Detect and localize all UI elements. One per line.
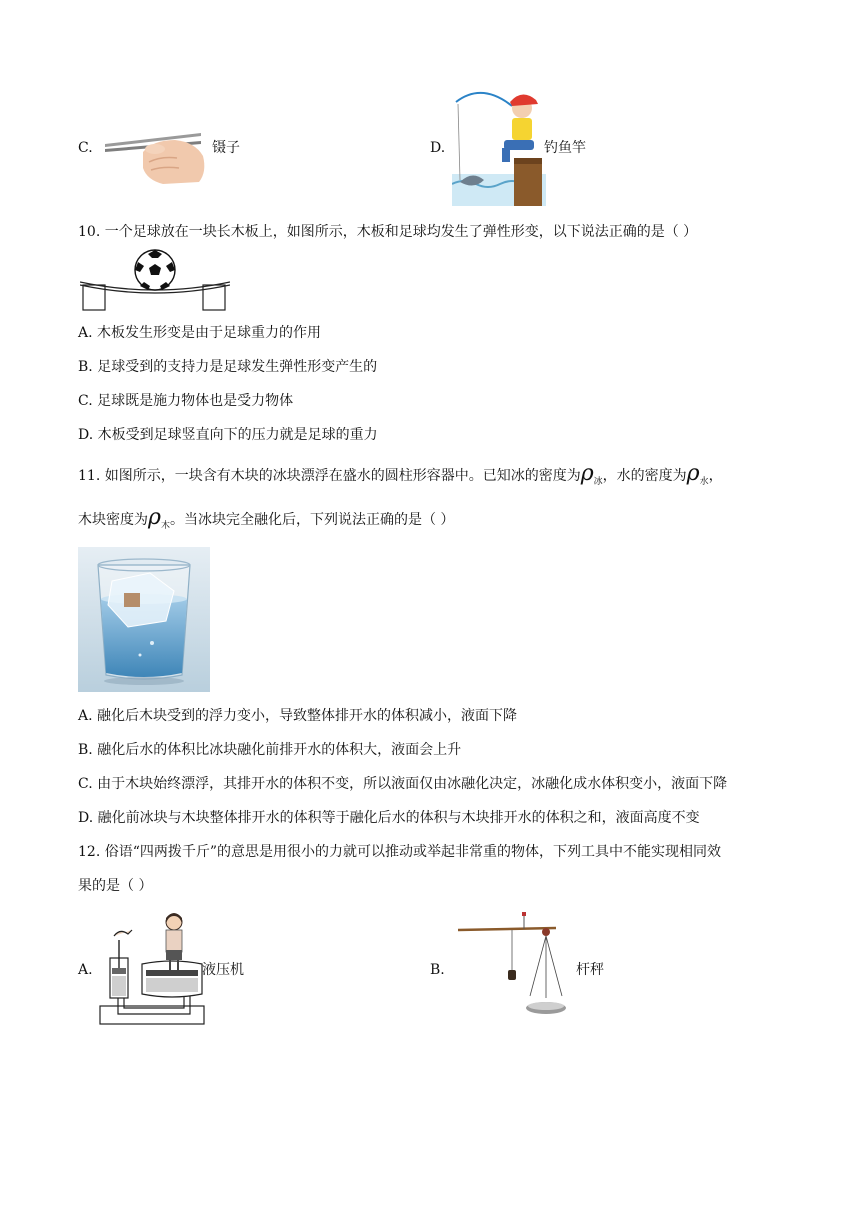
q11-stem-line2 — [78, 505, 455, 536]
q10-stem: 10. 一个足球放在一块长木板上，如图所示，木板和足球均发生了弹性形变，以下说法正确的是（ ） — [78, 224, 698, 240]
rho-subscript-water: 水 — [699, 477, 709, 487]
q11-stem-part2: ，水的密度为 — [602, 468, 687, 484]
option-c-label: 镊子 — [212, 140, 240, 156]
q10-option-c: C. 足球既是施力物体也是受力物体 — [78, 393, 294, 409]
option-a-label: 液压机 — [202, 962, 244, 978]
rho-symbol: ρ — [686, 461, 700, 486]
q11-stem-line2-part2: 。当冰块完全融化后，下列说法正确的是（ ） — [169, 512, 455, 528]
q11-stem-part3: ， — [708, 468, 723, 484]
rho-subscript-ice: 冰 — [593, 477, 603, 487]
q11-stem-line2-part1: 木块密度为 — [78, 512, 148, 528]
q11-option-a: A. 融化后木块受到的浮力变小，导致整体排开水的体积减小，液面下降 — [78, 708, 518, 724]
q10-option-b: B. 足球受到的支持力是足球发生弹性形变产生的 — [78, 359, 378, 375]
rho-symbol: ρ — [148, 505, 161, 530]
tweezers-icon — [103, 122, 211, 186]
q12-stem-line2: 果的是（ ） — [78, 878, 153, 894]
option-d-label: 钓鱼竿 — [544, 140, 586, 156]
option-d-letter: D. — [430, 140, 446, 156]
fishing-rod-icon — [452, 88, 546, 206]
option-b-label: 杆秤 — [576, 962, 604, 978]
q10-option-d: D. 木板受到足球竖直向下的压力就是足球的重力 — [78, 427, 378, 443]
option-a-letter: A. — [78, 962, 93, 978]
hydraulic-press-icon — [98, 910, 206, 1028]
q11-option-d: D. 融化前冰块与木块整体排开水的体积等于融化后水的体积与木块排开水的体积之和，液面高度不变 — [78, 810, 700, 826]
option-b-letter: B. — [430, 962, 445, 978]
football-on-board-icon — [80, 248, 230, 314]
q10-option-a: A. 木板发生形变是由于足球重力的作用 — [78, 325, 322, 341]
q11-stem-line1 — [78, 461, 723, 492]
rho-symbol: ρ — [580, 461, 594, 486]
ice-in-glass-icon — [78, 547, 210, 692]
q11-option-b: B. 融化后水的体积比冰块融化前排开水的体积大，液面会上升 — [78, 742, 462, 758]
q12-stem-line1: 12. 俗语“四两拨千斤”的意思是用很小的力就可以推动或举起非常重的物体，下列工具中不能实现相同效 — [78, 844, 722, 860]
q11-stem-part1: 11. 如图所示，一块含有木块的冰块漂浮在盛水的圆柱形容器中。已知冰的密度为 — [78, 468, 581, 484]
q11-option-c: C. 由于木块始终漂浮，其排开水的体积不变，所以液面仅由冰融化决定，冰融化成水体积变小，液面下降 — [78, 776, 728, 792]
rho-subscript-wood: 木 — [160, 521, 170, 531]
steelyard-icon — [456, 912, 566, 1024]
option-c-letter: C. — [78, 140, 93, 156]
